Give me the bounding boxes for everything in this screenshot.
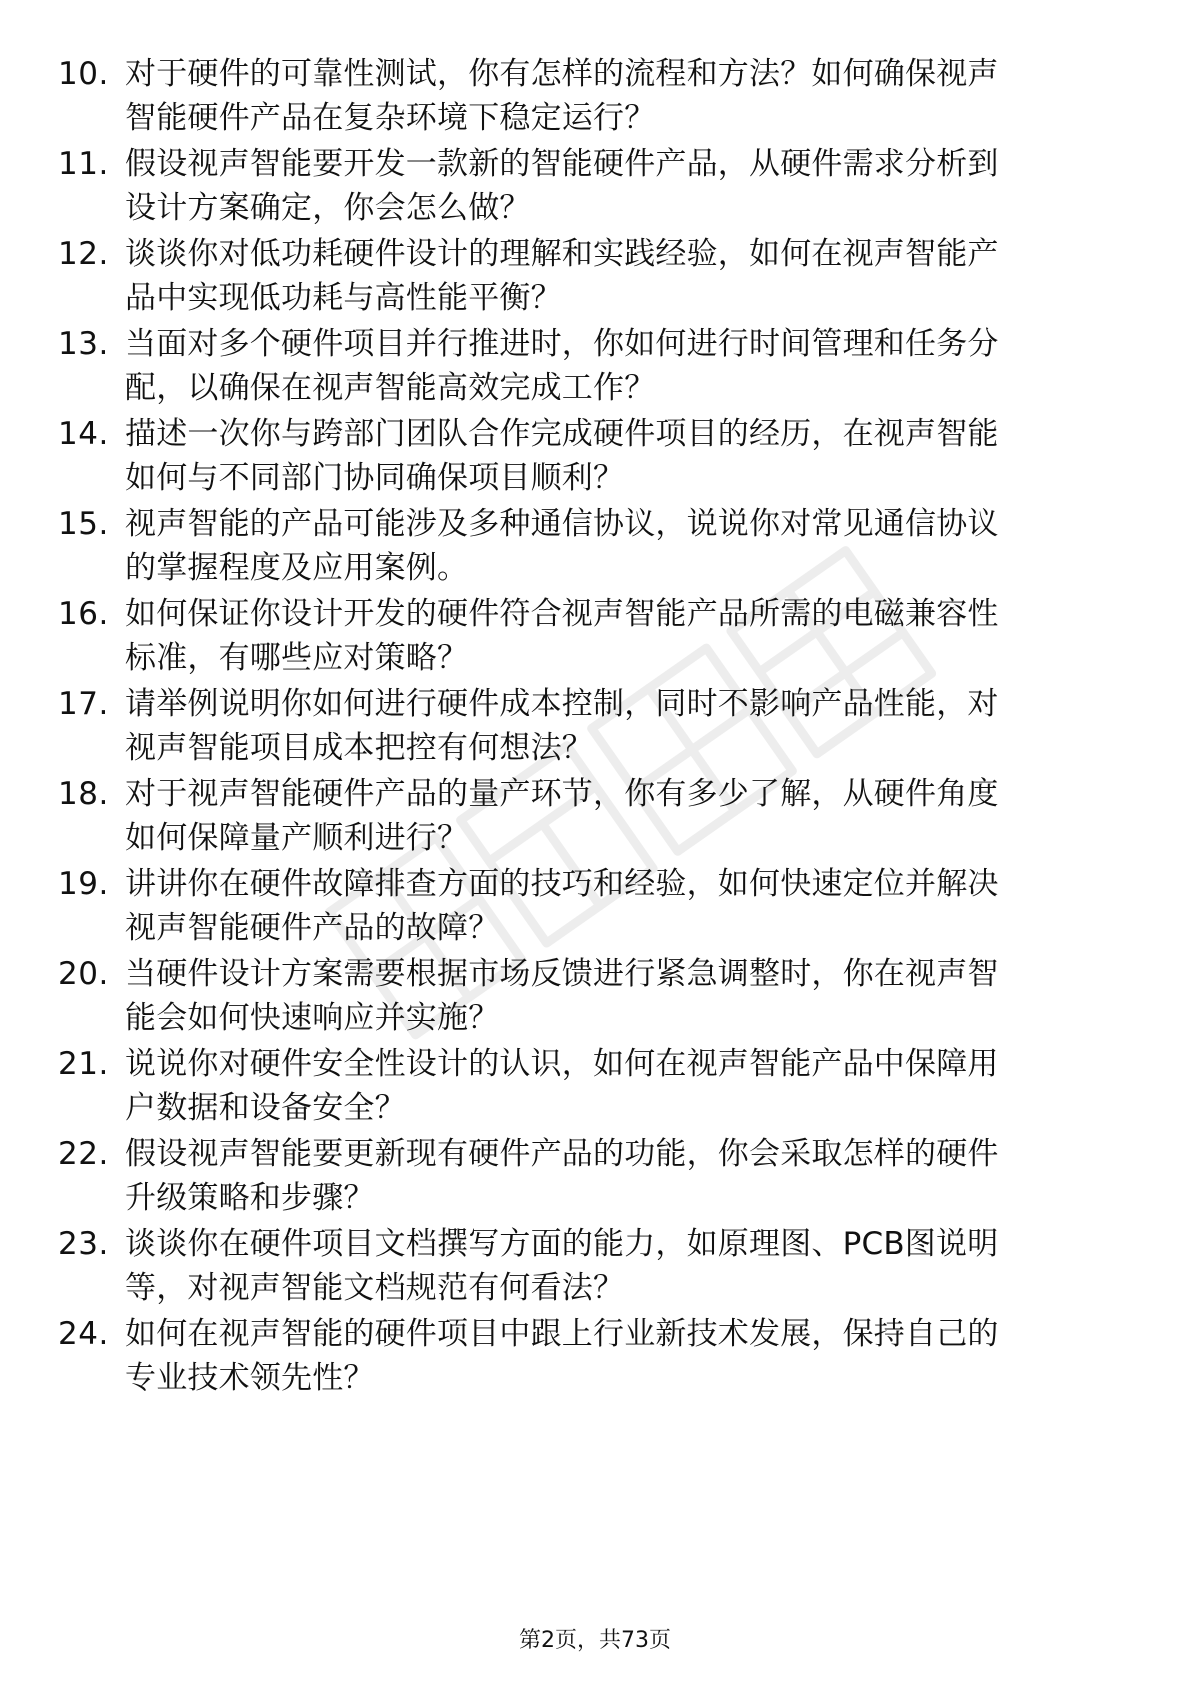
question-text-line: 专业技术领先性？: [125, 1360, 375, 1396]
question-text-line: 说说你对硬件安全性设计的认识，如何在视声智能产品中保障用: [125, 1046, 999, 1082]
question-number: 18.: [58, 776, 109, 812]
question-text-line: 请举例说明你如何进行硬件成本控制，同时不影响产品性能，对: [125, 686, 999, 722]
question-number: 19.: [58, 866, 109, 902]
question-text-line: 当面对多个硬件项目并行推进时，你如何进行时间管理和任务分: [125, 326, 999, 362]
question-text-line: 如何保障量产顺利进行？: [125, 820, 469, 856]
question-number: 17.: [58, 686, 109, 722]
question-number: 15.: [58, 506, 109, 542]
question-number: 13.: [58, 326, 109, 362]
question-number: 10.: [58, 56, 109, 92]
question-number: 20.: [58, 956, 109, 992]
question-text-line: 品中实现低功耗与高性能平衡？: [125, 280, 562, 316]
question-number: 24.: [58, 1316, 109, 1352]
question-text-line: 假设视声智能要更新现有硬件产品的功能，你会采取怎样的硬件: [125, 1136, 999, 1172]
question-number: 22.: [58, 1136, 109, 1172]
question-text-line: 讲讲你在硬件故障排查方面的技巧和经验，如何快速定位并解决: [125, 866, 999, 902]
question-text-line: 描述一次你与跨部门团队合作完成硬件项目的经历，在视声智能: [125, 416, 999, 452]
page-number-footer: 第2页，共73页: [519, 1628, 671, 1653]
question-text-line: 等，对视声智能文档规范有何看法？: [125, 1270, 625, 1306]
question-text-line: 标准，有哪些应对策略？: [125, 640, 469, 676]
question-text-line: 设计方案确定，你会怎么做？: [125, 190, 531, 226]
question-text-line: 谈谈你在硬件项目文档撰写方面的能力，如原理图、PCB图说明: [125, 1226, 999, 1262]
question-text-line: 对于硬件的可靠性测试，你有怎样的流程和方法？如何确保视声: [125, 56, 999, 92]
question-text-line: 假设视声智能要开发一款新的智能硬件产品，从硬件需求分析到: [125, 146, 999, 182]
question-number: 21.: [58, 1046, 109, 1082]
question-text-line: 配，以确保在视声智能高效完成工作？: [125, 370, 656, 406]
question-text-line: 当硬件设计方案需要根据市场反馈进行紧急调整时，你在视声智: [125, 956, 999, 992]
question-number: 12.: [58, 236, 109, 272]
question-text-line: 视声智能项目成本把控有何想法？: [125, 730, 593, 766]
question-text-line: 如何与不同部门协同确保项目顺利？: [125, 460, 625, 496]
question-number: 16.: [58, 596, 109, 632]
question-text-line: 的掌握程度及应用案例。: [125, 550, 469, 586]
question-text-line: 视声智能硬件产品的故障？: [125, 910, 500, 946]
question-number: 14.: [58, 416, 109, 452]
question-text-line: 智能硬件产品在复杂环境下稳定运行？: [125, 100, 656, 136]
question-text-line: 能会如何快速响应并实施？: [125, 1000, 500, 1036]
question-text-line: 如何保证你设计开发的硬件符合视声智能产品所需的电磁兼容性: [125, 596, 999, 632]
question-text-line: 如何在视声智能的硬件项目中跟上行业新技术发展，保持自己的: [125, 1316, 999, 1352]
question-text-line: 谈谈你对低功耗硬件设计的理解和实践经验，如何在视声智能产: [125, 236, 999, 272]
question-number: 11.: [58, 146, 109, 182]
question-text-line: 户数据和设备安全？: [125, 1090, 406, 1126]
question-number: 23.: [58, 1226, 109, 1262]
question-text-line: 对于视声智能硬件产品的量产环节，你有多少了解，从硬件角度: [125, 776, 999, 812]
question-text-line: 视声智能的产品可能涉及多种通信协议，说说你对常见通信协议: [125, 506, 999, 542]
question-text-line: 升级策略和步骤？: [125, 1180, 375, 1216]
